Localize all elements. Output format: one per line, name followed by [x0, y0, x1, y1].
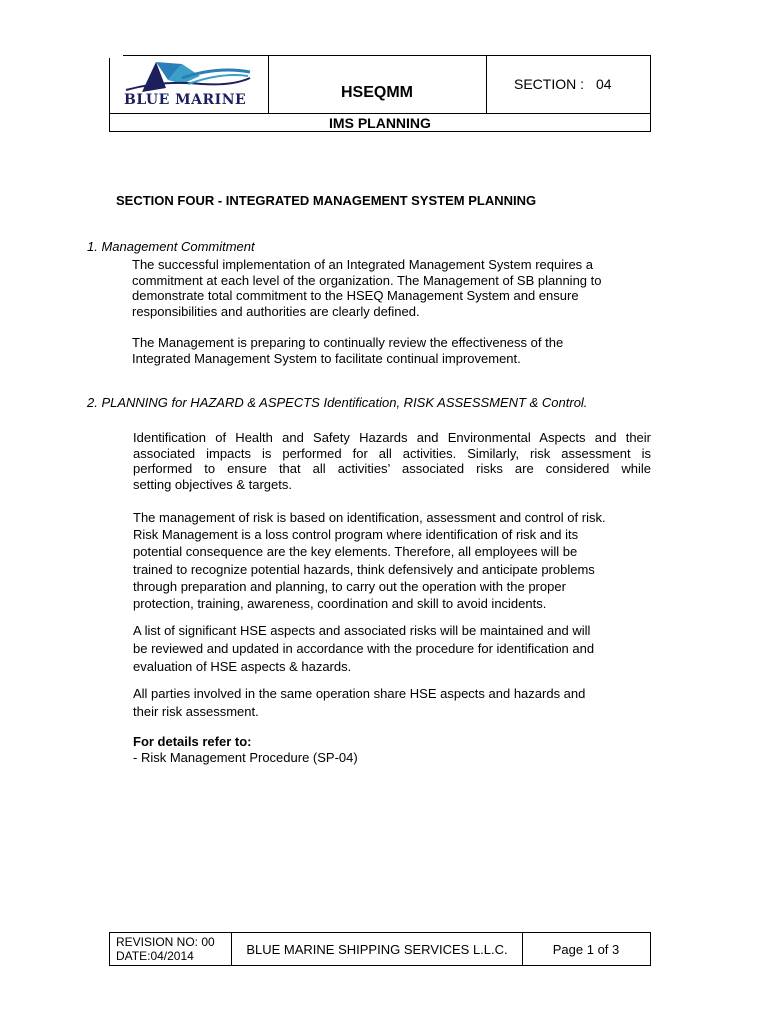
- header-subtitle: IMS PLANNING: [110, 113, 650, 132]
- text-line: responsibilities and authorities are clearly defined.: [132, 303, 420, 319]
- section-number: 04: [596, 76, 612, 92]
- s1-paragraph-2: [132, 335, 563, 366]
- text-line: associated impacts is performed for all activities. Similarly, risk assessment is: [133, 445, 651, 461]
- details-item: - Risk Management Procedure (SP-04): [133, 750, 358, 765]
- s2-paragraph-2: [133, 509, 606, 612]
- text-line: Risk Management is a loss control program where identification of risk and its: [133, 527, 579, 543]
- text-line: through preparation and planning, to carry out the operation with the proper: [133, 578, 566, 594]
- text-line: Integrated Management System to facilitate continual improvement.: [132, 350, 521, 366]
- text-line: commitment at each level of the organization. The Management of SB planning to: [132, 272, 602, 288]
- s1-paragraph-1: [132, 257, 601, 319]
- text-line: The Management is preparing to continually review the effectiveness of the: [132, 335, 564, 350]
- text-line: protection, training, awareness, coordination and skill to avoid incidents.: [133, 596, 547, 612]
- details-label: For details refer to:: [133, 734, 252, 749]
- text-line: be reviewed and updated in accordance with the procedure for identification and: [133, 641, 595, 656]
- doc-code-cell: [268, 56, 487, 113]
- text-line: setting objectives & targets.: [133, 476, 292, 492]
- section-2-title: 2. PLANNING for HAZARD & ASPECTS Identification, RISK ASSESSMENT & Control.: [87, 395, 588, 410]
- document-footer-table: [109, 932, 651, 966]
- page-number: Page 1 of 3: [552, 941, 620, 957]
- page-cell: [522, 933, 650, 965]
- section-1-title: 1. Management Commitment: [87, 239, 255, 254]
- text-line: The management of risk is based on identification, assessment and control of risk.: [133, 510, 606, 525]
- s2-paragraph-4: [133, 685, 585, 721]
- s2-paragraph-3: [133, 622, 594, 676]
- company-name: BLUE MARINE SHIPPING SERVICES L.L.C.: [246, 941, 508, 957]
- blue-marine-logo-icon: [122, 58, 252, 94]
- company-cell: [232, 933, 523, 965]
- revision-number: REVISION NO: 00: [116, 935, 215, 949]
- logo-text: BLUE MARINE: [124, 92, 247, 108]
- section-cell: [487, 56, 650, 113]
- doc-code: HSEQMM: [341, 83, 413, 101]
- text-line: potential consequence are the key elements. Therefore, all employees will be: [133, 544, 578, 560]
- revision-cell: [110, 933, 232, 965]
- revision-date: DATE:04/2014: [116, 949, 194, 963]
- text-line: their risk assessment.: [133, 704, 259, 719]
- document-header-table: [109, 55, 651, 132]
- text-line: A list of significant HSE aspects and associated risks will be maintained and will: [133, 623, 591, 638]
- text-line: demonstrate total commitment to the HSEQ Management System and ensure: [132, 288, 579, 304]
- text-line: performed to ensure that all activities’ associated risks are considered while: [133, 461, 651, 477]
- section-heading: SECTION FOUR - INTEGRATED MANAGEMENT SYSTEM PLANNING: [116, 193, 537, 208]
- logo-cell: [110, 56, 269, 113]
- text-line: Identification of Health and Safety Hazards and Environmental Aspects and their: [133, 430, 651, 445]
- text-line: The successful implementation of an Integrated Management System requires a: [132, 257, 594, 272]
- section-label: SECTION :: [514, 76, 585, 92]
- s2-paragraph-1: [133, 430, 651, 492]
- text-line: All parties involved in the same operation share HSE aspects and hazards and: [133, 686, 586, 701]
- text-line: evaluation of HSE aspects & hazards.: [133, 659, 352, 674]
- text-line: trained to recognize potential hazards, think defensively and anticipate problems: [133, 561, 595, 577]
